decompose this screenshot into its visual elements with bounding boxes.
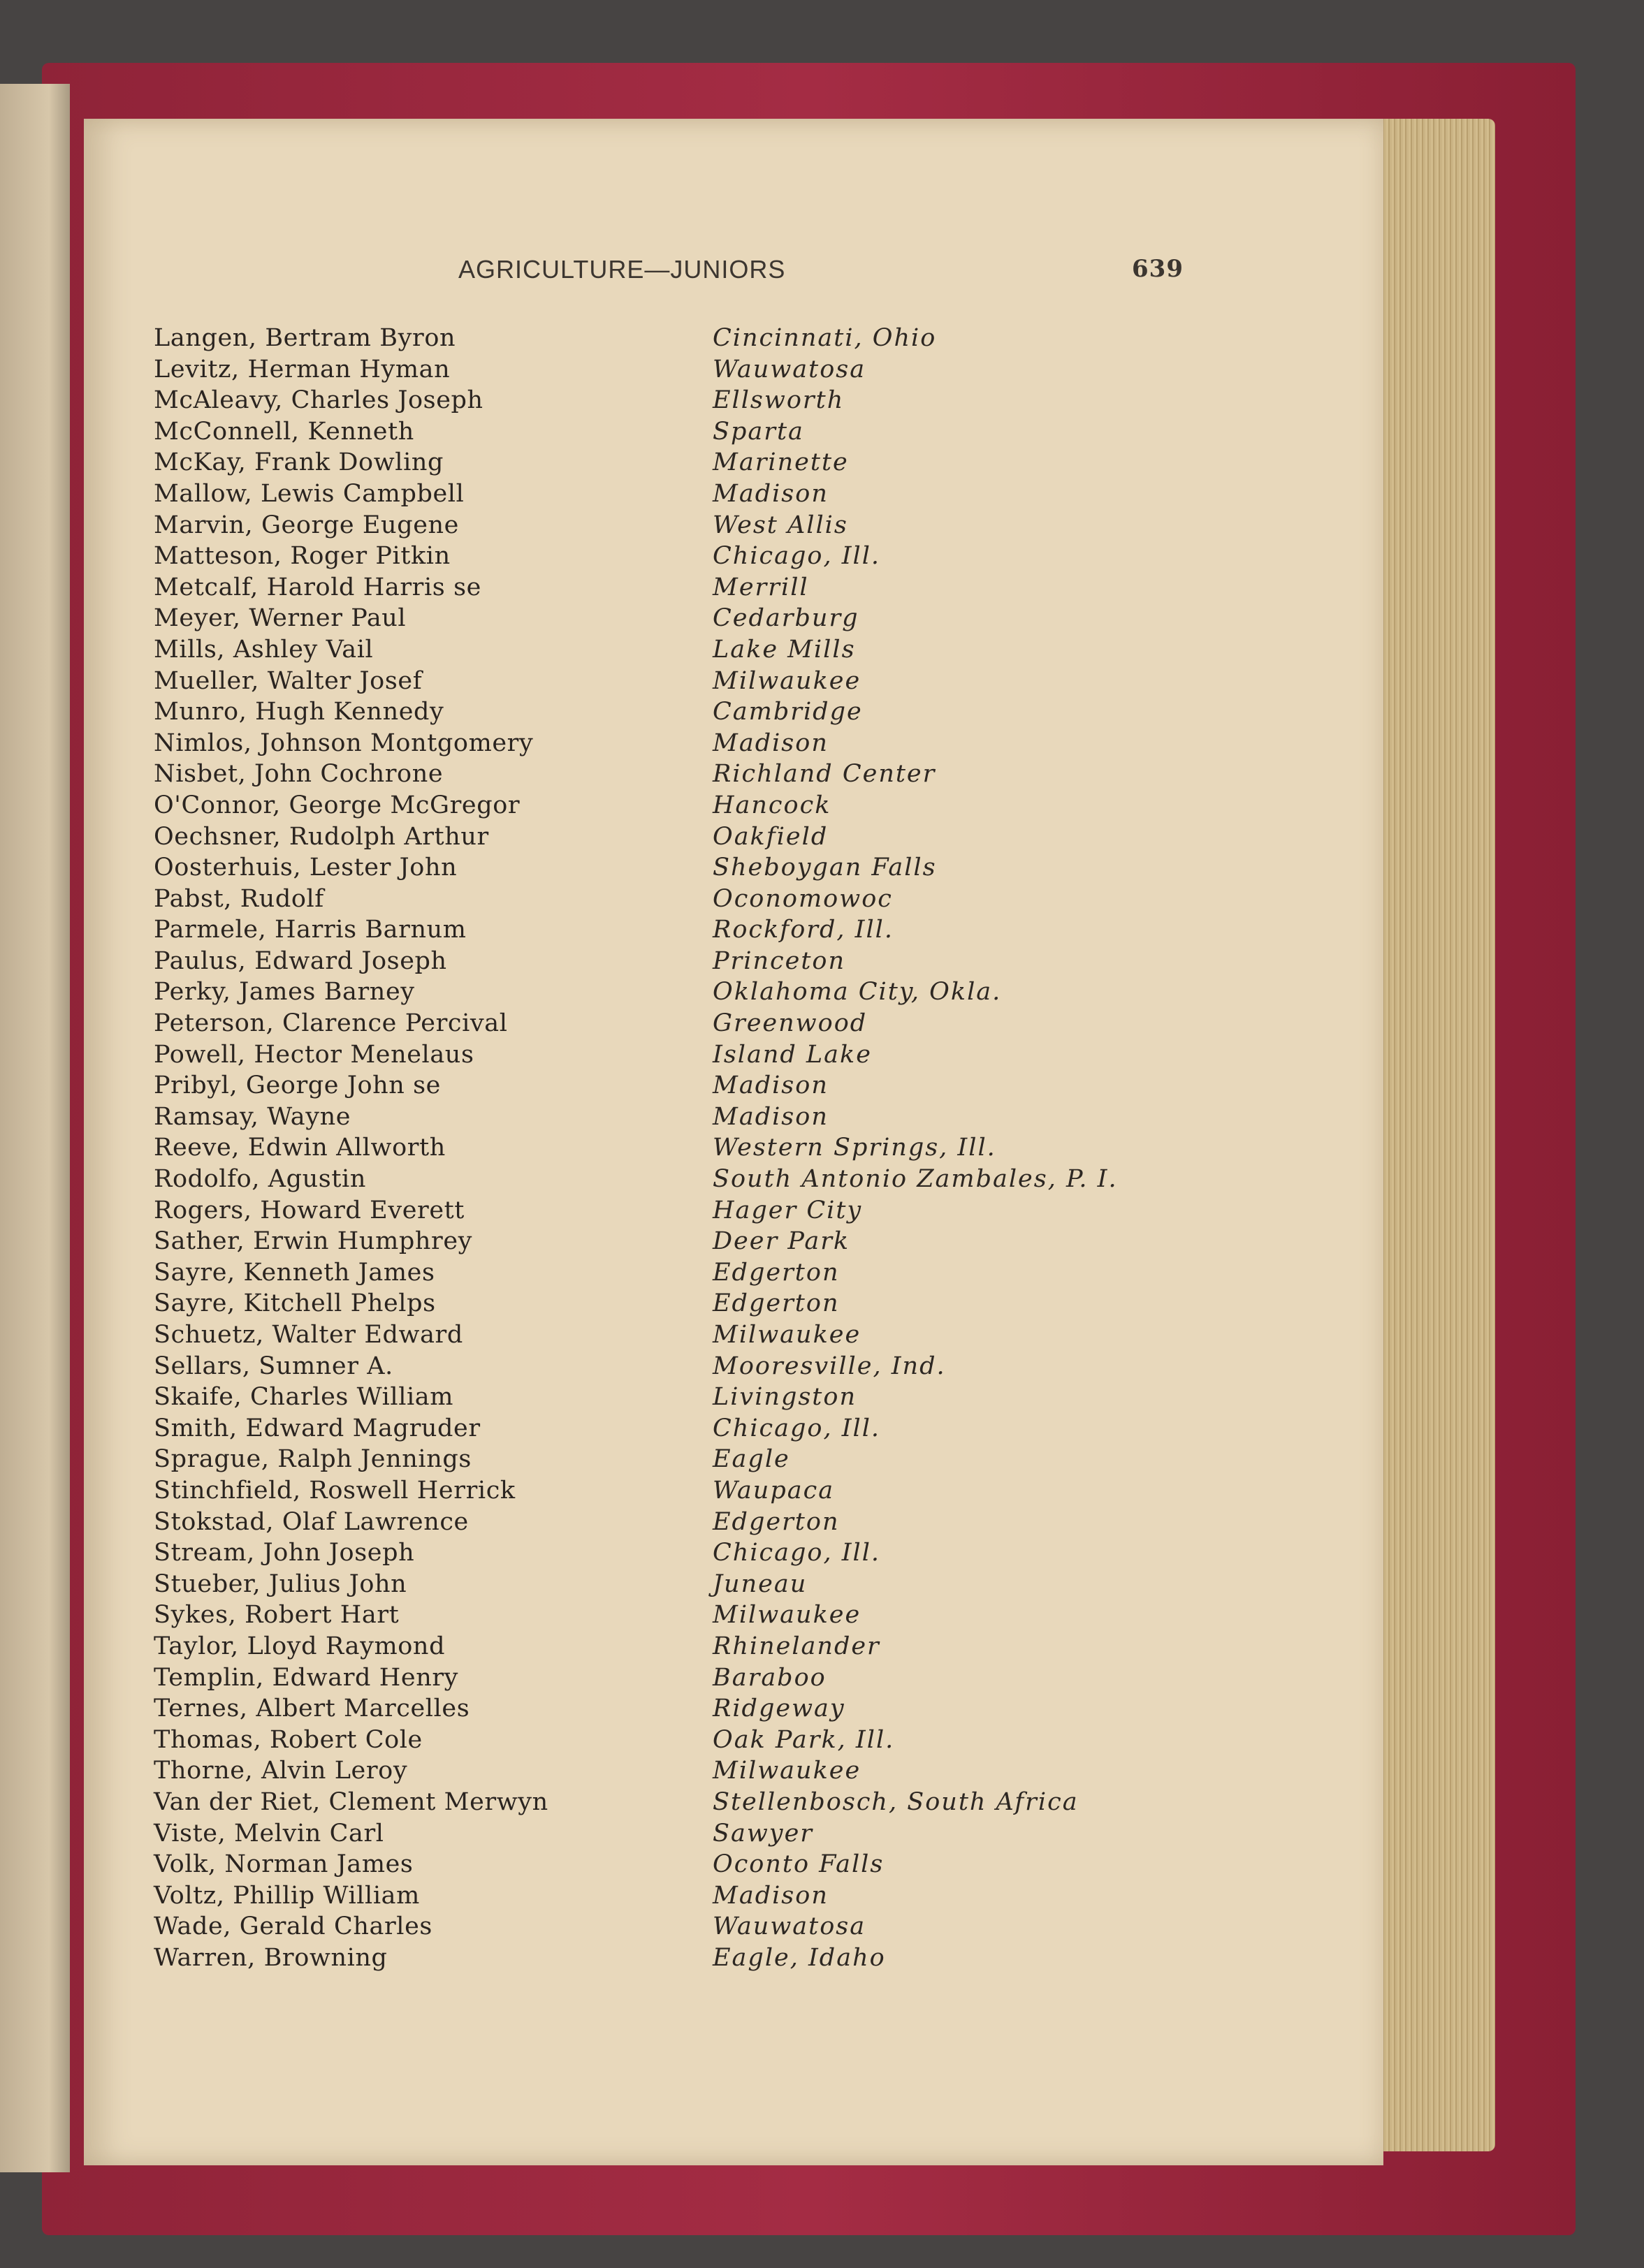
student-name: Sayre, Kenneth James <box>154 1258 435 1287</box>
list-item <box>154 759 1341 790</box>
list-item <box>154 541 1341 572</box>
list-item <box>154 1008 1341 1039</box>
list-item <box>154 976 1341 1008</box>
hometown: Hancock <box>713 791 831 819</box>
list-item <box>154 1070 1341 1102</box>
student-name: Stueber, Julius John <box>154 1570 407 1598</box>
student-name: Sather, Erwin Humphrey <box>154 1227 473 1256</box>
list-item <box>154 572 1341 603</box>
student-name: Oechsner, Rudolph Arthur <box>154 822 489 851</box>
hometown: Richland Center <box>713 760 936 789</box>
student-name: Langen, Bertram Byron <box>154 324 456 352</box>
hometown: Madison <box>713 1071 829 1100</box>
student-name: Mueller, Walter Josef <box>154 666 423 695</box>
student-name: Sprague, Ralph Jennings <box>154 1445 472 1474</box>
student-name: Mallow, Lewis Campbell <box>154 479 465 508</box>
list-item <box>154 1507 1341 1538</box>
hometown: Cincinnati, Ohio <box>713 324 937 352</box>
student-name: McAleavy, Charles Joseph <box>154 386 483 415</box>
hometown: Ellsworth <box>713 386 845 415</box>
student-name: Parmele, Harris Barnum <box>154 916 467 944</box>
page-block-edges <box>1369 119 1495 2151</box>
list-item <box>154 323 1341 354</box>
hometown: West Allis <box>713 511 848 539</box>
student-name: Templin, Edward Henry <box>154 1663 459 1692</box>
hometown: Oconto Falls <box>713 1850 885 1879</box>
list-item <box>154 1755 1341 1787</box>
book-page <box>84 119 1383 2165</box>
hometown: Edgerton <box>713 1258 840 1287</box>
list-item <box>154 1288 1341 1319</box>
page-header <box>84 255 1383 297</box>
student-name: Oosterhuis, Lester John <box>154 854 458 882</box>
list-item <box>154 416 1341 448</box>
student-name: Munro, Hugh Kennedy <box>154 698 444 726</box>
hometown: Island Lake <box>713 1040 872 1069</box>
hometown: Lake Mills <box>713 635 856 664</box>
hometown: Eagle <box>713 1445 790 1474</box>
hometown: Sawyer <box>713 1819 814 1848</box>
list-item <box>154 385 1341 416</box>
student-name: McConnell, Kenneth <box>154 417 414 446</box>
list-item <box>154 1880 1341 1912</box>
hometown: Ridgeway <box>713 1695 845 1723</box>
list-item <box>154 1662 1341 1694</box>
list-item <box>154 1382 1341 1413</box>
list-item <box>154 510 1341 541</box>
list-item <box>154 603 1341 634</box>
hometown: Deer Park <box>713 1227 850 1256</box>
student-name: Schuetz, Walter Edward <box>154 1321 463 1349</box>
student-name: Volk, Norman James <box>154 1850 414 1879</box>
hometown: Princeton <box>713 946 846 975</box>
student-name: Mills, Ashley Vail <box>154 635 374 664</box>
student-name: Peterson, Clarence Percival <box>154 1009 508 1038</box>
student-name: Matteson, Roger Pitkin <box>154 542 451 571</box>
list-item <box>154 634 1341 666</box>
student-name: Smith, Edward Magruder <box>154 1414 481 1442</box>
hometown: Juneau <box>713 1570 808 1598</box>
student-name: Perky, James Barney <box>154 978 415 1007</box>
hometown: South Antonio Zambales, P. I. <box>713 1165 1118 1194</box>
student-name: Stream, John Joseph <box>154 1539 415 1567</box>
hometown: Chicago, Ill. <box>713 1539 881 1567</box>
previous-page-edge <box>0 84 70 2172</box>
hometown: Oconomowoc <box>713 884 893 913</box>
list-item <box>154 1849 1341 1880</box>
list-item <box>154 1319 1341 1351</box>
list-item <box>154 478 1341 510</box>
hometown: Waupaca <box>713 1476 835 1505</box>
list-item <box>154 1413 1341 1444</box>
hometown: Baraboo <box>713 1663 827 1692</box>
hometown: Oklahoma City, Okla. <box>713 978 1002 1007</box>
hometown: Western Springs, Ill. <box>713 1134 996 1162</box>
list-item <box>154 1631 1341 1662</box>
list-item <box>154 1818 1341 1850</box>
list-item <box>154 1226 1341 1257</box>
student-name: Sykes, Robert Hart <box>154 1601 400 1630</box>
student-name: McKay, Frank Dowling <box>154 448 444 477</box>
student-name: Pabst, Rudolf <box>154 884 324 913</box>
list-item <box>154 1039 1341 1071</box>
student-name: Stokstad, Olaf Lawrence <box>154 1507 469 1536</box>
hometown: Wauwatosa <box>713 355 866 383</box>
list-item <box>154 1257 1341 1289</box>
list-item <box>154 1569 1341 1600</box>
student-name: Meyer, Werner Paul <box>154 604 407 633</box>
list-item <box>154 914 1341 946</box>
student-name: Viste, Melvin Carl <box>154 1819 384 1848</box>
hometown: Oak Park, Ill. <box>713 1725 895 1754</box>
student-name: Levitz, Herman Hyman <box>154 355 451 383</box>
list-item <box>154 354 1341 386</box>
list-item <box>154 1725 1341 1756</box>
student-name: Van der Riet, Clement Merwyn <box>154 1787 548 1816</box>
list-item <box>154 1943 1341 1974</box>
hometown: Sparta <box>713 417 804 446</box>
student-list <box>154 323 1341 1973</box>
list-item <box>154 696 1341 728</box>
page-number: 639 <box>1132 255 1184 283</box>
list-item <box>154 1600 1341 1631</box>
hometown: Merrill <box>713 573 809 601</box>
hometown: Madison <box>713 729 829 757</box>
list-item <box>154 1787 1341 1818</box>
running-head: AGRICULTURE—JUNIORS <box>458 255 786 284</box>
student-name: Warren, Browning <box>154 1943 388 1972</box>
hometown: Stellenbosch, South Africa <box>713 1787 1079 1816</box>
list-item <box>154 666 1341 697</box>
student-name: Rodolfo, Agustin <box>154 1165 366 1194</box>
list-item <box>154 728 1341 759</box>
hometown: Madison <box>713 1881 829 1910</box>
list-item <box>154 1102 1341 1133</box>
student-name: Wade, Gerald Charles <box>154 1912 432 1941</box>
student-name: Voltz, Phillip William <box>154 1881 420 1910</box>
student-name: Taylor, Lloyd Raymond <box>154 1632 446 1660</box>
hometown: Hager City <box>713 1196 863 1224</box>
student-name: Reeve, Edwin Allworth <box>154 1134 446 1162</box>
hometown: Marinette <box>713 448 849 477</box>
hometown: Sheboygan Falls <box>713 854 937 882</box>
student-name: Pribyl, George John se <box>154 1071 442 1100</box>
student-name: O'Connor, George McGregor <box>154 791 521 819</box>
student-name: Ramsay, Wayne <box>154 1102 351 1131</box>
hometown: Greenwood <box>713 1009 868 1038</box>
hometown: Madison <box>713 1102 829 1131</box>
list-item <box>154 447 1341 478</box>
hometown: Milwaukee <box>713 1757 861 1785</box>
student-name: Nisbet, John Cochrone <box>154 760 444 789</box>
student-name: Marvin, George Eugene <box>154 511 459 539</box>
list-item <box>154 884 1341 915</box>
student-name: Metcalf, Harold Harris se <box>154 573 481 601</box>
hometown: Mooresville, Ind. <box>713 1352 946 1380</box>
hometown: Milwaukee <box>713 666 861 695</box>
student-name: Nimlos, Johnson Montgomery <box>154 729 534 757</box>
list-item <box>154 821 1341 853</box>
hometown: Rhinelander <box>713 1632 880 1660</box>
list-item <box>154 1132 1341 1164</box>
list-item <box>154 1911 1341 1943</box>
hometown: Edgerton <box>713 1289 840 1318</box>
student-name: Ternes, Albert Marcelles <box>154 1695 470 1723</box>
student-name: Powell, Hector Menelaus <box>154 1040 474 1069</box>
hometown: Chicago, Ill. <box>713 1414 881 1442</box>
hometown: Oakfield <box>713 822 829 851</box>
hometown: Milwaukee <box>713 1601 861 1630</box>
list-item <box>154 852 1341 884</box>
hometown: Madison <box>713 479 829 508</box>
student-name: Skaife, Charles William <box>154 1383 454 1412</box>
student-name: Stinchfield, Roswell Herrick <box>154 1476 516 1505</box>
list-item <box>154 1444 1341 1475</box>
student-name: Paulus, Edward Joseph <box>154 946 447 975</box>
list-item <box>154 1693 1341 1725</box>
hometown: Eagle, Idaho <box>713 1943 886 1972</box>
list-item <box>154 946 1341 977</box>
hometown: Edgerton <box>713 1507 840 1536</box>
hometown: Rockford, Ill. <box>713 916 894 944</box>
student-name: Rogers, Howard Everett <box>154 1196 465 1224</box>
student-name: Sellars, Sumner A. <box>154 1352 393 1380</box>
hometown: Cambridge <box>713 698 863 726</box>
list-item <box>154 1475 1341 1507</box>
hometown: Chicago, Ill. <box>713 542 881 571</box>
list-item <box>154 1351 1341 1382</box>
student-name: Thorne, Alvin Leroy <box>154 1757 408 1785</box>
list-item <box>154 1195 1341 1227</box>
student-name: Sayre, Kitchell Phelps <box>154 1289 436 1318</box>
list-item <box>154 1164 1341 1195</box>
list-item <box>154 790 1341 821</box>
hometown: Milwaukee <box>713 1321 861 1349</box>
hometown: Cedarburg <box>713 604 859 633</box>
hometown: Wauwatosa <box>713 1912 866 1941</box>
student-name: Thomas, Robert Cole <box>154 1725 423 1754</box>
hometown: Livingston <box>713 1383 857 1412</box>
list-item <box>154 1537 1341 1569</box>
